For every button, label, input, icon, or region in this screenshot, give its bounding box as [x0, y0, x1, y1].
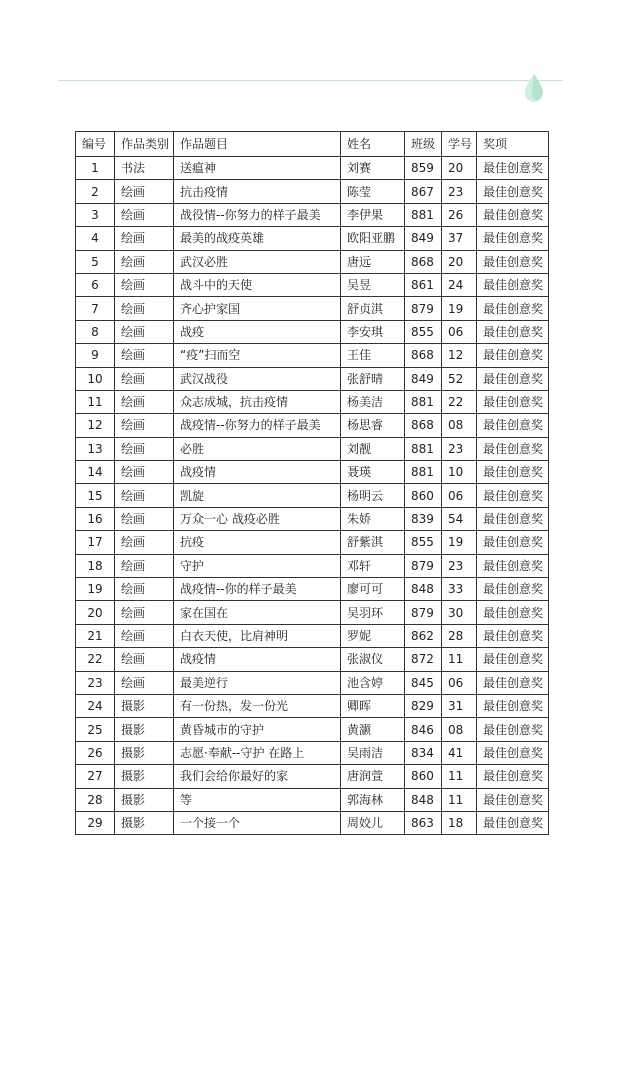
cell-class: 859 [405, 157, 442, 180]
cell-category: 绘画 [115, 601, 174, 624]
cell-category: 绘画 [115, 578, 174, 601]
cell-title: 最美的战疫英雄 [174, 227, 341, 250]
cell-class: 849 [405, 367, 442, 390]
cell-number: 13 [76, 437, 115, 460]
cell-title: 战斗中的天使 [174, 273, 341, 296]
cell-award: 最佳创意奖 [477, 531, 549, 554]
header-number: 编号 [76, 132, 115, 157]
header-name: 姓名 [341, 132, 405, 157]
header-category: 作品类别 [115, 132, 174, 157]
cell-student-id: 18 [442, 811, 477, 834]
cell-name: 舒紫淇 [341, 531, 405, 554]
cell-class: 829 [405, 694, 442, 717]
cell-student-id: 11 [442, 765, 477, 788]
cell-category: 绘画 [115, 671, 174, 694]
cell-name: 张舒晴 [341, 367, 405, 390]
cell-award: 最佳创意奖 [477, 601, 549, 624]
cell-category: 绘画 [115, 484, 174, 507]
cell-class: 848 [405, 578, 442, 601]
cell-title: “疫”扫而空 [174, 344, 341, 367]
table-row [76, 227, 549, 250]
award-table [75, 131, 549, 835]
cell-award: 最佳创意奖 [477, 554, 549, 577]
cell-name: 杨思睿 [341, 414, 405, 437]
table-body [76, 157, 549, 835]
cell-award: 最佳创意奖 [477, 180, 549, 203]
cell-title: 众志成城，抗击疫情 [174, 390, 341, 413]
cell-award: 最佳创意奖 [477, 157, 549, 180]
cell-class: 845 [405, 671, 442, 694]
cell-name: 唐远 [341, 250, 405, 273]
cell-number: 17 [76, 531, 115, 554]
table-row [76, 624, 549, 647]
cell-title: 武汉战役 [174, 367, 341, 390]
cell-class: 846 [405, 718, 442, 741]
cell-title: 战疫情 [174, 461, 341, 484]
table-row [76, 788, 549, 811]
cell-award: 最佳创意奖 [477, 765, 549, 788]
cell-number: 8 [76, 320, 115, 343]
cell-student-id: 24 [442, 273, 477, 296]
cell-class: 863 [405, 811, 442, 834]
cell-class: 855 [405, 531, 442, 554]
cell-class: 848 [405, 788, 442, 811]
cell-number: 9 [76, 344, 115, 367]
table-row [76, 367, 549, 390]
cell-class: 879 [405, 601, 442, 624]
cell-name: 李伊果 [341, 203, 405, 226]
table-row [76, 671, 549, 694]
cell-title: 必胜 [174, 437, 341, 460]
cell-class: 868 [405, 250, 442, 273]
cell-number: 16 [76, 507, 115, 530]
cell-title: 白衣天使，比肩神明 [174, 624, 341, 647]
cell-class: 879 [405, 554, 442, 577]
cell-number: 7 [76, 297, 115, 320]
cell-name: 李安琪 [341, 320, 405, 343]
cell-number: 20 [76, 601, 115, 624]
cell-name: 池含婷 [341, 671, 405, 694]
cell-award: 最佳创意奖 [477, 741, 549, 764]
cell-name: 吴羽环 [341, 601, 405, 624]
cell-number: 29 [76, 811, 115, 834]
cell-name: 刘赛 [341, 157, 405, 180]
cell-category: 摄影 [115, 694, 174, 717]
table-row [76, 414, 549, 437]
cell-student-id: 23 [442, 554, 477, 577]
cell-title: 家在国在 [174, 601, 341, 624]
cell-number: 28 [76, 788, 115, 811]
cell-category: 绘画 [115, 390, 174, 413]
cell-student-id: 26 [442, 203, 477, 226]
table-row [76, 250, 549, 273]
cell-category: 绘画 [115, 554, 174, 577]
cell-number: 6 [76, 273, 115, 296]
cell-number: 3 [76, 203, 115, 226]
cell-number: 15 [76, 484, 115, 507]
cell-title: 一个接一个 [174, 811, 341, 834]
table-row [76, 320, 549, 343]
water-drop-icon [523, 72, 545, 102]
table-row [76, 507, 549, 530]
cell-award: 最佳创意奖 [477, 297, 549, 320]
table-row [76, 531, 549, 554]
table-header-row [76, 132, 549, 157]
cell-student-id: 06 [442, 320, 477, 343]
cell-award: 最佳创意奖 [477, 390, 549, 413]
cell-name: 吴昱 [341, 273, 405, 296]
cell-title: 送瘟神 [174, 157, 341, 180]
cell-student-id: 11 [442, 648, 477, 671]
cell-student-id: 20 [442, 250, 477, 273]
cell-student-id: 54 [442, 507, 477, 530]
cell-student-id: 30 [442, 601, 477, 624]
cell-category: 绘画 [115, 367, 174, 390]
cell-title: 我们会给你最好的家 [174, 765, 341, 788]
cell-number: 10 [76, 367, 115, 390]
cell-name: 聂瑛 [341, 461, 405, 484]
cell-number: 27 [76, 765, 115, 788]
cell-category: 绘画 [115, 344, 174, 367]
cell-award: 最佳创意奖 [477, 273, 549, 296]
cell-category: 绘画 [115, 531, 174, 554]
cell-class: 862 [405, 624, 442, 647]
cell-name: 杨美洁 [341, 390, 405, 413]
cell-student-id: 06 [442, 671, 477, 694]
cell-award: 最佳创意奖 [477, 367, 549, 390]
cell-title: 武汉必胜 [174, 250, 341, 273]
cell-award: 最佳创意奖 [477, 437, 549, 460]
table-row [76, 811, 549, 834]
cell-number: 2 [76, 180, 115, 203]
cell-category: 绘画 [115, 320, 174, 343]
table-row [76, 437, 549, 460]
cell-class: 839 [405, 507, 442, 530]
cell-title: 凯旋 [174, 484, 341, 507]
cell-award: 最佳创意奖 [477, 788, 549, 811]
cell-category: 绘画 [115, 297, 174, 320]
cell-name: 王佳 [341, 344, 405, 367]
cell-category: 摄影 [115, 765, 174, 788]
cell-category: 绘画 [115, 624, 174, 647]
cell-award: 最佳创意奖 [477, 718, 549, 741]
cell-category: 绘画 [115, 461, 174, 484]
cell-class: 868 [405, 414, 442, 437]
table-row [76, 694, 549, 717]
cell-award: 最佳创意奖 [477, 648, 549, 671]
cell-title: 万众一心 战疫必胜 [174, 507, 341, 530]
cell-student-id: 10 [442, 461, 477, 484]
cell-class: 867 [405, 180, 442, 203]
top-divider [58, 80, 563, 81]
cell-number: 19 [76, 578, 115, 601]
cell-name: 吴雨洁 [341, 741, 405, 764]
cell-name: 黄灏 [341, 718, 405, 741]
cell-student-id: 19 [442, 297, 477, 320]
cell-award: 最佳创意奖 [477, 624, 549, 647]
cell-student-id: 33 [442, 578, 477, 601]
cell-student-id: 11 [442, 788, 477, 811]
cell-name: 舒贞淇 [341, 297, 405, 320]
cell-name: 张淑仪 [341, 648, 405, 671]
cell-number: 1 [76, 157, 115, 180]
cell-category: 绘画 [115, 648, 174, 671]
cell-category: 绘画 [115, 507, 174, 530]
cell-name: 朱娇 [341, 507, 405, 530]
cell-category: 摄影 [115, 741, 174, 764]
cell-award: 最佳创意奖 [477, 578, 549, 601]
cell-student-id: 22 [442, 390, 477, 413]
cell-student-id: 19 [442, 531, 477, 554]
table-row [76, 273, 549, 296]
cell-award: 最佳创意奖 [477, 694, 549, 717]
cell-category: 绘画 [115, 414, 174, 437]
cell-category: 绘画 [115, 180, 174, 203]
cell-name: 欧阳亚鹏 [341, 227, 405, 250]
cell-category: 绘画 [115, 227, 174, 250]
cell-name: 廖可可 [341, 578, 405, 601]
cell-title: 抗疫 [174, 531, 341, 554]
header-title: 作品题目 [174, 132, 341, 157]
cell-title: 战疫情 [174, 648, 341, 671]
cell-name: 刘靓 [341, 437, 405, 460]
cell-award: 最佳创意奖 [477, 811, 549, 834]
cell-title: 守护 [174, 554, 341, 577]
cell-name: 唐润萱 [341, 765, 405, 788]
cell-category: 摄影 [115, 788, 174, 811]
cell-number: 23 [76, 671, 115, 694]
cell-number: 25 [76, 718, 115, 741]
cell-number: 4 [76, 227, 115, 250]
cell-number: 21 [76, 624, 115, 647]
cell-number: 11 [76, 390, 115, 413]
cell-class: 849 [405, 227, 442, 250]
cell-name: 邓轩 [341, 554, 405, 577]
cell-title: 战疫情--你努力的样子最美 [174, 414, 341, 437]
cell-category: 书法 [115, 157, 174, 180]
table-row [76, 484, 549, 507]
cell-name: 卿晖 [341, 694, 405, 717]
table-row [76, 718, 549, 741]
cell-number: 24 [76, 694, 115, 717]
table-row [76, 157, 549, 180]
cell-award: 最佳创意奖 [477, 671, 549, 694]
cell-category: 绘画 [115, 273, 174, 296]
cell-award: 最佳创意奖 [477, 227, 549, 250]
header-class: 班级 [405, 132, 442, 157]
cell-title: 齐心护家国 [174, 297, 341, 320]
table-row [76, 554, 549, 577]
cell-category: 绘画 [115, 437, 174, 460]
cell-class: 860 [405, 484, 442, 507]
table-row [76, 601, 549, 624]
cell-title: 志愿·奉献--守护 在路上 [174, 741, 341, 764]
cell-category: 绘画 [115, 250, 174, 273]
cell-category: 绘画 [115, 203, 174, 226]
cell-title: 战疫情--你的样子最美 [174, 578, 341, 601]
cell-class: 881 [405, 203, 442, 226]
table-row [76, 461, 549, 484]
cell-class: 881 [405, 390, 442, 413]
cell-award: 最佳创意奖 [477, 203, 549, 226]
table-row [76, 578, 549, 601]
cell-title: 黄昏城市的守护 [174, 718, 341, 741]
cell-award: 最佳创意奖 [477, 507, 549, 530]
cell-title: 等 [174, 788, 341, 811]
cell-student-id: 28 [442, 624, 477, 647]
cell-title: 战疫 [174, 320, 341, 343]
cell-award: 最佳创意奖 [477, 344, 549, 367]
cell-class: 879 [405, 297, 442, 320]
header-student-id: 学号 [442, 132, 477, 157]
cell-class: 868 [405, 344, 442, 367]
cell-student-id: 12 [442, 344, 477, 367]
table-row [76, 180, 549, 203]
cell-student-id: 06 [442, 484, 477, 507]
cell-title: 战役情--你努力的样子最美 [174, 203, 341, 226]
cell-award: 最佳创意奖 [477, 461, 549, 484]
cell-name: 周姣儿 [341, 811, 405, 834]
cell-title: 最美逆行 [174, 671, 341, 694]
cell-student-id: 23 [442, 180, 477, 203]
cell-student-id: 08 [442, 414, 477, 437]
cell-class: 855 [405, 320, 442, 343]
cell-class: 872 [405, 648, 442, 671]
cell-name: 郭海林 [341, 788, 405, 811]
cell-number: 14 [76, 461, 115, 484]
table-row [76, 203, 549, 226]
cell-student-id: 52 [442, 367, 477, 390]
cell-name: 罗妮 [341, 624, 405, 647]
table-row [76, 648, 549, 671]
cell-class: 834 [405, 741, 442, 764]
table-row [76, 390, 549, 413]
cell-award: 最佳创意奖 [477, 250, 549, 273]
cell-title: 有一份热，发一份光 [174, 694, 341, 717]
table-row [76, 765, 549, 788]
cell-number: 22 [76, 648, 115, 671]
cell-name: 杨明云 [341, 484, 405, 507]
cell-number: 12 [76, 414, 115, 437]
cell-student-id: 08 [442, 718, 477, 741]
cell-number: 5 [76, 250, 115, 273]
table-row [76, 344, 549, 367]
cell-class: 881 [405, 437, 442, 460]
cell-category: 摄影 [115, 811, 174, 834]
table-row [76, 741, 549, 764]
cell-number: 18 [76, 554, 115, 577]
cell-student-id: 31 [442, 694, 477, 717]
cell-title: 抗击疫情 [174, 180, 341, 203]
cell-student-id: 41 [442, 741, 477, 764]
cell-award: 最佳创意奖 [477, 320, 549, 343]
cell-class: 861 [405, 273, 442, 296]
cell-category: 摄影 [115, 718, 174, 741]
header-award: 奖项 [477, 132, 549, 157]
table-row [76, 297, 549, 320]
cell-student-id: 37 [442, 227, 477, 250]
cell-student-id: 20 [442, 157, 477, 180]
cell-name: 陈莹 [341, 180, 405, 203]
cell-class: 881 [405, 461, 442, 484]
cell-award: 最佳创意奖 [477, 484, 549, 507]
cell-number: 26 [76, 741, 115, 764]
cell-award: 最佳创意奖 [477, 414, 549, 437]
cell-class: 860 [405, 765, 442, 788]
cell-student-id: 23 [442, 437, 477, 460]
